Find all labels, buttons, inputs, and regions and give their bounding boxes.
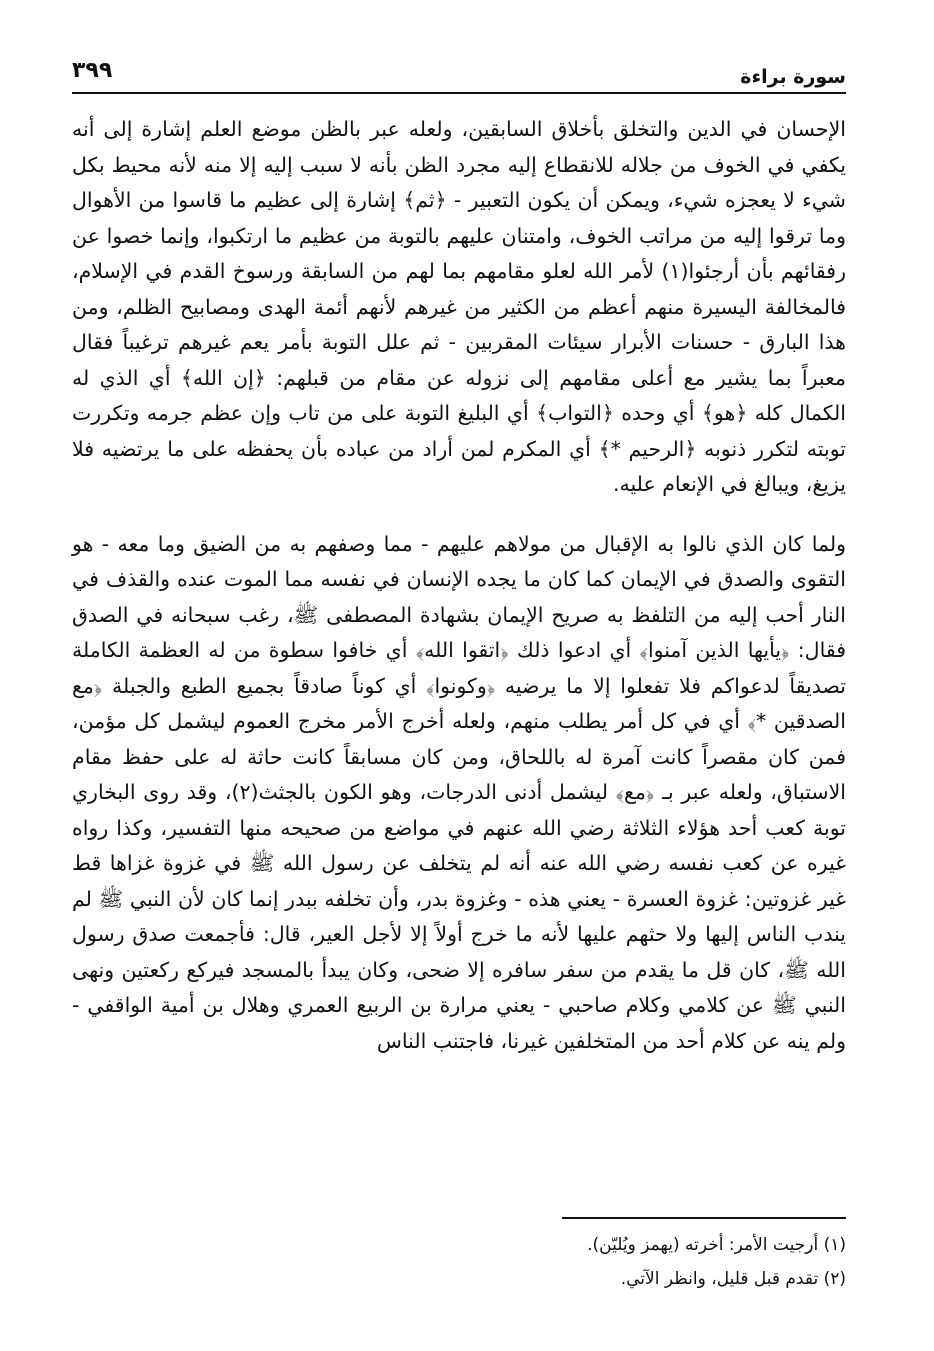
paragraph-1: الإحسان في الدين والتخلق بأخلاق السابقين، ولعله عبر بالظن موضع العلم إشارة إلى أنه يكفي في الخوف من جلاله للانقطاع إليه مجرد الظن بأنه لا سبب إليه إلا منه لأنه محيط بكل شيء لا يعجزه شيء، ويمكن أن يكون التعبير - ﴿ثم﴾ إشارة إلى عظيم ما قاسوا من الأهوال وما ترقوا إليه من مراتب الخوف، وامتنان عليهم بالتوبة من عظيم ما ارتكبوا، وإنما خصوا عن رفقائهم بأن أرجئوا(١) لأمر الله لعلو مقامهم بما لهم من السابقة ورسوخ القدم في الإسلام، فالمخالفة اليسيرة منهم أعظم من الكثير من غيرهم لأنهم أئمة الهدى ومصابيح الظلم، ومن هذا البارق - حسنات الأبرار سيئات المقربين - ثم علل التوبة بأمر يعم غيرهم ترغيباً فقال معبراً بما يشير مع أعلى مقامهم إلى نزوله عن مقام من قبلهم: ﴿إن الله﴾ أي الذي له الكمال كله ﴿هو﴾ أي وحده ﴿التواب﴾ أي البليغ التوبة على من تاب وإن عظم جرمه وتكررت توبته لتكرر ذنوبه ﴿الرحيم *﴾ أي المكرم لمن أراد من عباده بأن يحفظه على ما يرتضيه فلا يزيغ، ويبالغ في الإنعام عليه. bbox=[72, 117, 847, 496]
body-text bbox=[72, 112, 846, 1059]
page-number: ٣٩٩ bbox=[72, 58, 113, 83]
footnotes bbox=[146, 1228, 846, 1296]
footnote-2: (٢) تقدم قبل قليل، وانظر الآتي. bbox=[620, 1269, 846, 1289]
paragraph-2: ولما كان الذي نالوا به الإقبال من مولاهم عليهم - مما وصفهم به من الضيق وما معه - هو التقوى والصدق في الإيمان كما كان ما يجده الإنسان في نفسه مما الموت عنده والقذف في النار أحب إليه من التلفظ به صريح الإيمان بشهادة المصطفى ﷺ، رغب سبحانه في الصدق فقال: ﴿يأيها الذين آمنوا﴾ أي ادعوا ذلك ﴿اتقوا الله﴾ أي خافوا سطوة من له العظمة الكاملة تصديقاً لدعواكم فلا تفعلوا إلا ما يرضيه ﴿وكونوا﴾ أي كوناً صادقاً بجميع الطبع والجبلة ﴿مع الصدقين *﴾ أي في كل أمر يطلب منهم، ولعله أخرج الأمر مخرج العموم ليشمل كل مؤمن، فمن كان مقصراً كانت آمرة له باللحاق، ومن كان مسابقاً كانت حاثة له على حفظ مقام الاستباق، ولعله عبر بـ ﴿مع﴾ ليشمل أدنى الدرجات، وهو الكون بالجثث(٢)، وقد روى البخاري توبة كعب أحد هؤلاء الثلاثة رضي الله عنهم في مواضع من صحيحه منها التفسير، وكذا رواه غيره عن كعب نفسه رضي الله عنه أنه لم يتخلف عن رسول الله ﷺ في غزوة غزاها قط غير غزوتين: غزوة العسرة - يعني هذه - وغزوة بدر، وأن تخلفه ببدر إنما كان لأن النبي ﷺ لم يندب الناس إليها ولا حثهم عليها لأنه ما خرج أولاً إلا لأجل العير، قال: فأجمعت صدق رسول الله ﷺ، كان قل ما يقدم من سفر سافره إلا ضحى، وكان يبدأ بالمسجد فيركع ركعتين ونهى النبي ﷺ عن كلامي وكلام صاحبي - يعني مرارة بن الربيع العمري وهلال بن أمية الواقفي - ولم ينه عن كلام أحد من المتخلفين غيرنا، فاجتنب الناس bbox=[72, 531, 846, 1053]
footnote-divider bbox=[562, 1217, 846, 1219]
page-header bbox=[72, 58, 846, 94]
surah-title: سورة براءة bbox=[740, 66, 846, 88]
footnote-1: (١) أرجيت الأمر: أخرته (يهمز ويُليّن). bbox=[587, 1235, 846, 1255]
